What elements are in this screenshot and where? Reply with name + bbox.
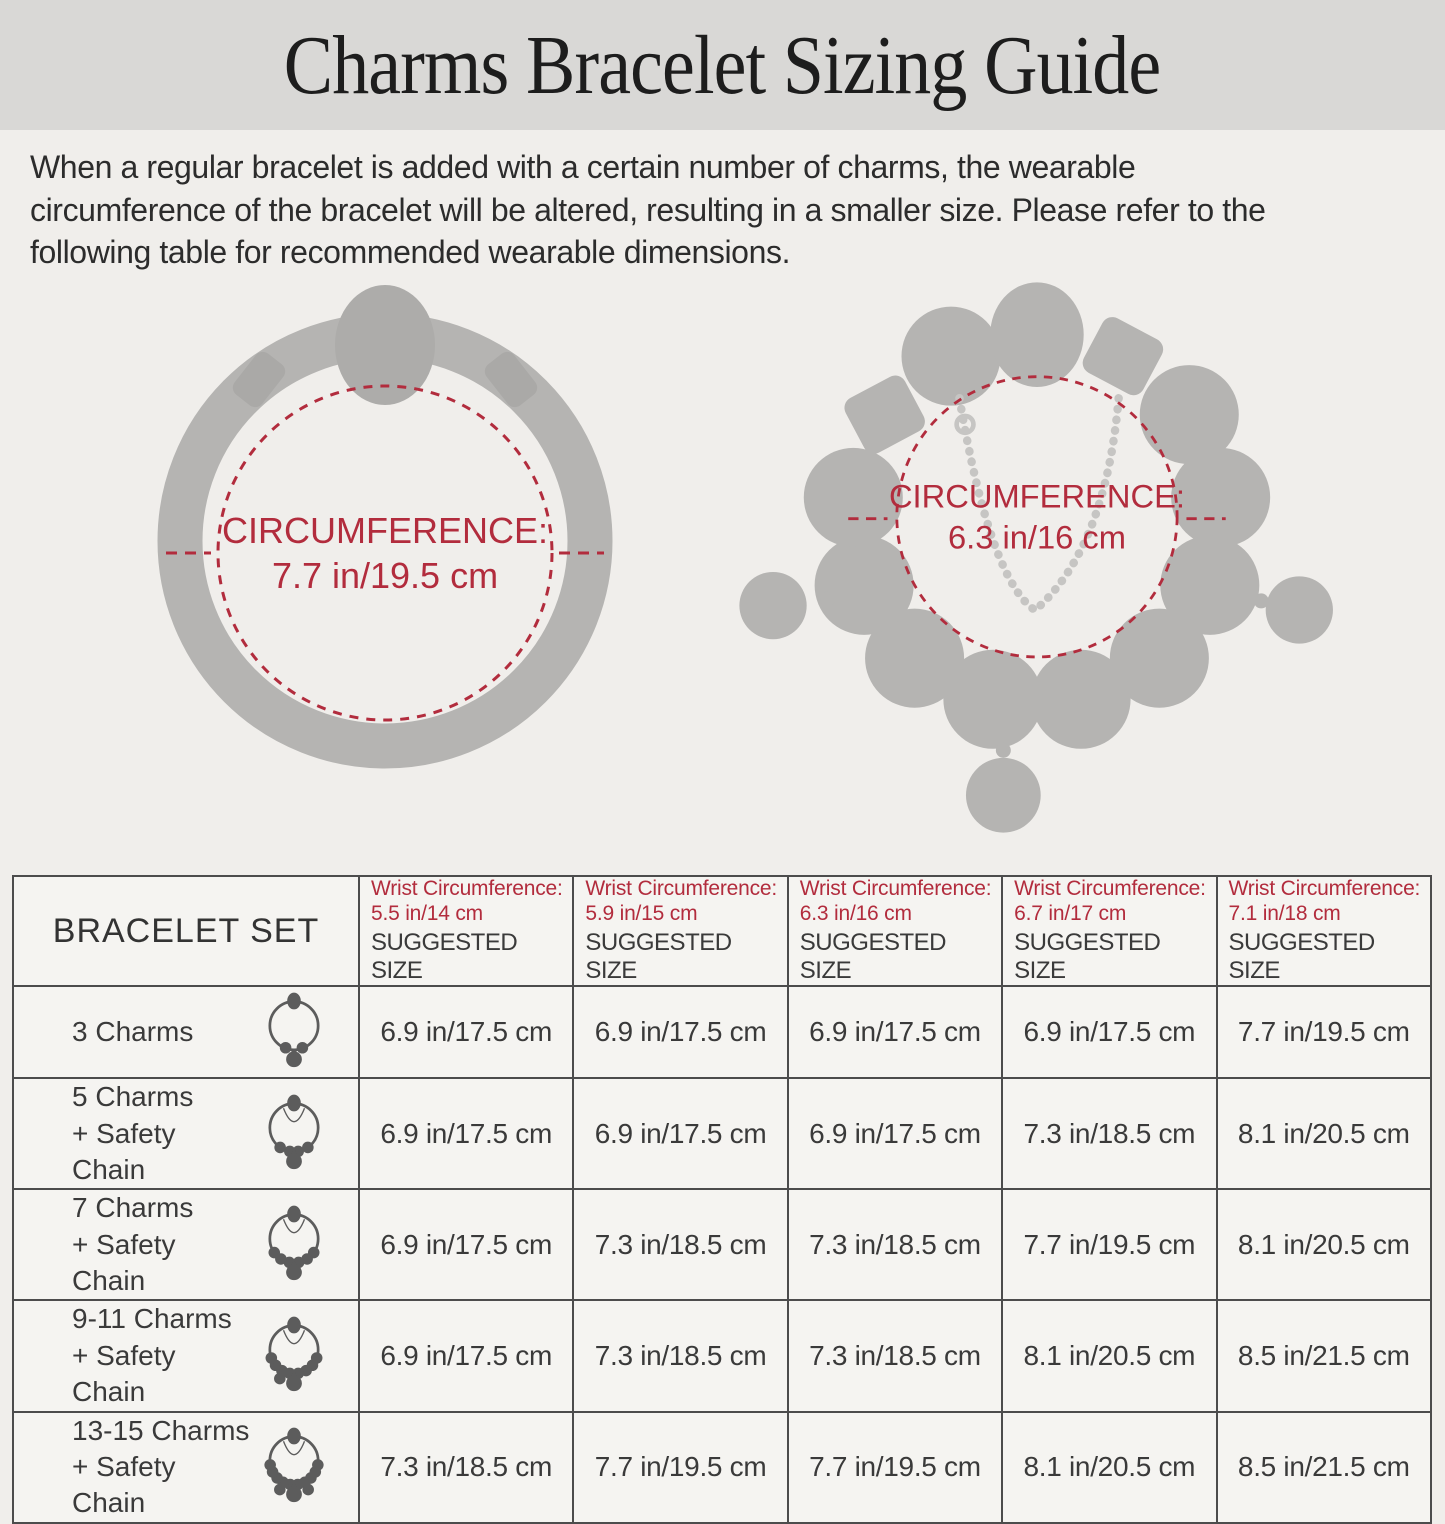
- suggested-size-label: SUGGESTED SIZE: [370, 929, 518, 985]
- circumference-label: CIRCUMFERENCE:: [221, 510, 549, 551]
- bracelet-set-cell: [13, 986, 359, 1078]
- bracelet-set-cell: [13, 1078, 359, 1189]
- suggested-size-value: 6.9 in/17.5 cm: [788, 986, 1002, 1078]
- bracelet-set-cell: [13, 1189, 359, 1300]
- table-header-row: [13, 876, 1431, 986]
- wrist-circumference-heading: Wrist Circumference: 7.1 in/18 cm: [1228, 877, 1421, 925]
- wrist-circumference-heading: Wrist Circumference: 6.3 in/16 cm: [799, 877, 992, 925]
- plain-bracelet-illustration: [78, 283, 693, 783]
- suggested-size-value: 6.9 in/17.5 cm: [359, 986, 573, 1078]
- table-row: [13, 986, 1431, 1078]
- bracelet-3-charms-icon: [256, 990, 332, 1074]
- sizing-table: [12, 875, 1432, 1524]
- suggested-size-value: 6.9 in/17.5 cm: [359, 1300, 573, 1411]
- bracelet-7-charms-safety-chain-icon: [256, 1203, 332, 1287]
- suggested-size-value: 6.9 in/17.5 cm: [359, 1078, 573, 1189]
- suggested-size-value: 8.5 in/21.5 cm: [1217, 1412, 1431, 1523]
- bracelet-set-cell: [13, 1412, 359, 1523]
- intro-line: When a regular bracelet is added with a certain number of charms, the wearable: [30, 149, 1136, 185]
- table-row: [13, 1412, 1431, 1523]
- circumference-value: 6.3 in/16 cm: [947, 518, 1127, 556]
- column-header-bracelet-set: BRACELET SET: [13, 876, 359, 986]
- suggested-size-label: SUGGESTED SIZE: [585, 929, 732, 985]
- table-row: [13, 1189, 1431, 1300]
- suggested-size-value: 6.9 in/17.5 cm: [788, 1078, 1002, 1189]
- intro-line: following table for recommended wearable dimensions.: [30, 234, 791, 271]
- column-header-wrist-5.5: [359, 876, 573, 986]
- wrist-circumference-heading: Wrist Circumference: 5.5 in/14 cm: [370, 877, 563, 925]
- suggested-size-value: 8.1 in/20.5 cm: [1217, 1078, 1431, 1189]
- suggested-size-value: 6.9 in/17.5 cm: [573, 1078, 787, 1189]
- bracelet-set-label: 13-15 Charms + Safety Chain: [72, 1414, 250, 1519]
- suggested-size-value: 6.9 in/17.5 cm: [1002, 986, 1216, 1078]
- suggested-size-label: SUGGESTED SIZE: [1228, 929, 1375, 985]
- charm-bracelet-illustration: [738, 272, 1392, 842]
- suggested-size-value: 8.5 in/21.5 cm: [1217, 1300, 1431, 1411]
- suggested-size-value: 7.3 in/18.5 cm: [573, 1189, 787, 1300]
- charm-beads: [804, 282, 1270, 748]
- suggested-size-value: 8.1 in/20.5 cm: [1002, 1300, 1216, 1411]
- circumference-label: CIRCUMFERENCE:: [888, 477, 1185, 515]
- bracelet-5-charms-safety-chain-icon: [256, 1092, 332, 1176]
- column-header-wrist-6.3: [788, 876, 1002, 986]
- suggested-size-value: 7.7 in/19.5 cm: [1217, 986, 1431, 1078]
- suggested-size-value: 7.7 in/19.5 cm: [1002, 1189, 1216, 1300]
- bracelet-set-label: 3 Charms: [72, 1015, 194, 1047]
- suggested-size-label: SUGGESTED SIZE: [1014, 929, 1161, 985]
- table-row: [13, 1078, 1431, 1189]
- suggested-size-value: 7.7 in/19.5 cm: [788, 1412, 1002, 1523]
- page-title: Charms Bracelet Sizing Guide: [284, 18, 1161, 112]
- suggested-size-value: 7.7 in/19.5 cm: [573, 1412, 787, 1523]
- suggested-size-value: 6.9 in/17.5 cm: [573, 986, 787, 1078]
- table-row: [13, 1300, 1431, 1411]
- bracelet-set-cell: [13, 1300, 359, 1411]
- bracelet-set-label: 7 Charms + Safety Chain: [72, 1192, 194, 1297]
- suggested-size-value: 7.3 in/18.5 cm: [788, 1189, 1002, 1300]
- bracelet-set-label: 9-11 Charms + Safety Chain: [72, 1303, 232, 1408]
- bracelet-set-label: 5 Charms + Safety Chain: [72, 1081, 194, 1185]
- column-header-wrist-5.9: [573, 876, 787, 986]
- suggested-size-value: 7.3 in/18.5 cm: [788, 1300, 1002, 1411]
- intro-line: circumference of the bracelet will be altered, resulting in a smaller size. Please refer to the: [30, 191, 1266, 228]
- circumference-value: 7.7 in/19.5 cm: [271, 555, 499, 596]
- suggested-size-value: 8.1 in/20.5 cm: [1002, 1412, 1216, 1523]
- wrist-circumference-heading: Wrist Circumference: 5.9 in/15 cm: [585, 877, 778, 925]
- intro-text: [30, 146, 1420, 274]
- wrist-circumference-heading: Wrist Circumference: 6.7 in/17 cm: [1014, 877, 1206, 925]
- column-header-wrist-6.7: [1002, 876, 1216, 986]
- column-header-wrist-7.1: [1217, 876, 1431, 986]
- suggested-size-label: SUGGESTED SIZE: [799, 929, 946, 985]
- suggested-size-value: 6.9 in/17.5 cm: [359, 1189, 573, 1300]
- suggested-size-value: 8.1 in/20.5 cm: [1217, 1189, 1431, 1300]
- bracelet-13-15-charms-safety-chain-icon: [256, 1425, 332, 1509]
- suggested-size-value: 7.3 in/18.5 cm: [1002, 1078, 1216, 1189]
- clasp-bead: [990, 282, 1083, 387]
- circumference-dashed-circle: [218, 386, 552, 720]
- suggested-size-value: 7.3 in/18.5 cm: [573, 1300, 787, 1411]
- suggested-size-value: 7.3 in/18.5 cm: [359, 1412, 573, 1523]
- page-header: [0, 0, 1445, 130]
- circumference-dashed-circle: [897, 377, 1177, 657]
- bracelet-9-11-charms-safety-chain-icon: [256, 1314, 332, 1398]
